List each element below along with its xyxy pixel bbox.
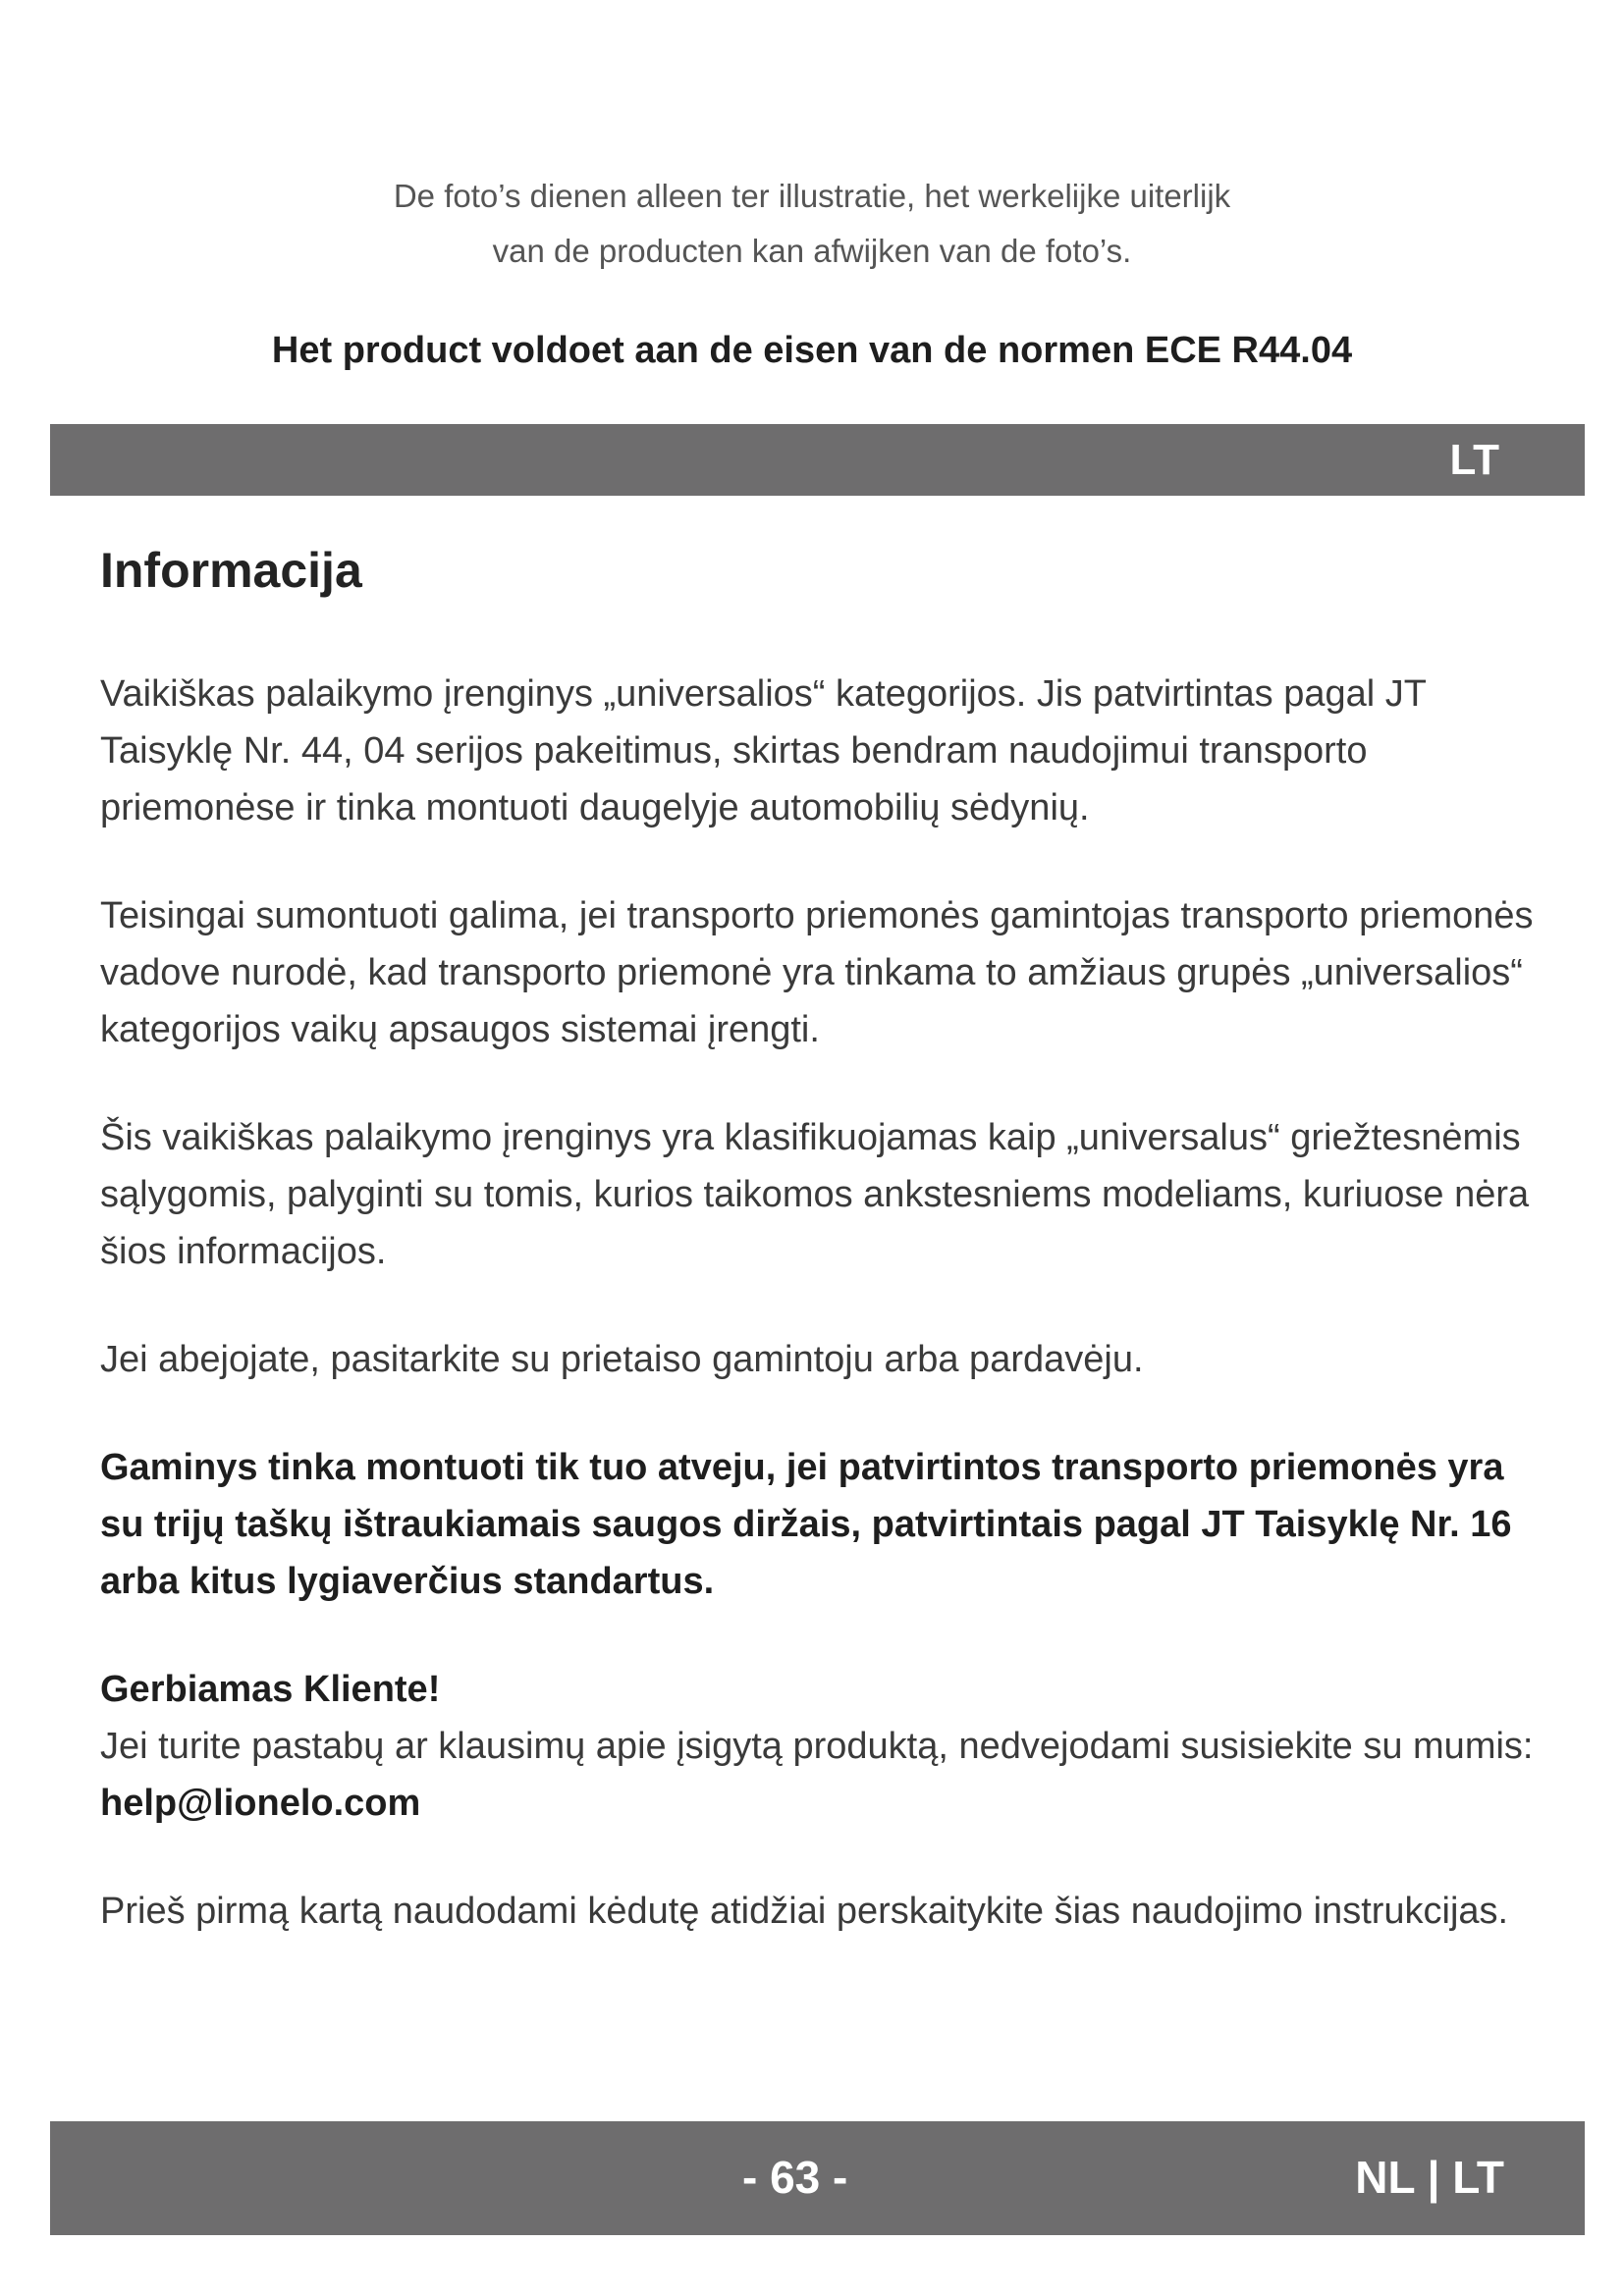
support-email[interactable]: help@lionelo.com xyxy=(100,1783,421,1824)
paragraph-correct-installation: Teisingai sumontuoti galima, jei transporto priemonės gamintojas transporto priemonės vadove nurodė, kad transporto priemonė yra tinkama to amžiaus grupės „universalios“ kategorijos vaikų apsaugos sistemai įrengti. xyxy=(100,895,1534,1050)
contact-message: Jei turite pastabų ar klausimų apie įsigytą produktą, nedvejodami susisiekite su mumis: xyxy=(100,1726,1534,1767)
contact-block xyxy=(100,1661,1543,1832)
footer-languages: NL | LT xyxy=(1355,2152,1504,2203)
page-number: - 63 - xyxy=(742,2152,848,2203)
section-title: Informacija xyxy=(100,543,362,598)
paragraph-doubt: Jei abejojate, pasitarkite su prietaiso gamintoju arba pardavėju. xyxy=(100,1339,1144,1380)
language-code: LT xyxy=(1449,436,1499,484)
paragraph-universal-category: Vaikiškas palaikymo įrenginys „universalios“ kategorijos. Jis patvirtintas pagal JT Taisyklę Nr. 44, 04 serijos pakeitimus, skirtas bendram naudojimui transporto priemonėse ir tinka montuoti daugelyje automobilių sėdynių. xyxy=(100,673,1427,828)
page-footer xyxy=(50,2121,1585,2235)
disclaimer-line-2: van de producten kan afwijken van de foto’s. xyxy=(492,233,1132,269)
paragraph-seatbelt-requirement: Gaminys tinka montuoti tik tuo atveju, jei patvirtintos transporto priemonės yra su trijų taškų ištraukiamais saugos diržais, patvirtintais pagal JT Taisyklę Nr. 16 arba kitus lygiaverčius standartus. xyxy=(100,1447,1512,1602)
paragraph-read-instructions: Prieš pirmą kartą naudodami kėdutę atidžiai perskaitykite šias naudojimo instrukcijas. xyxy=(100,1891,1509,1932)
paragraph-classification: Šis vaikiškas palaikymo įrenginys yra klasifikuojamas kaip „universalus“ griežtesnėmis sąlygomis, palyginti su tomis, kurios taikomos ankstesniems modeliams, kuriuose nėra šios informacijos. xyxy=(100,1117,1530,1272)
photo-disclaimer xyxy=(0,169,1624,279)
language-header-bar xyxy=(50,424,1585,496)
contact-text xyxy=(100,1718,1543,1832)
disclaimer-line-1: De foto’s dienen alleen ter illustratie, het werkelijke uiterlijk xyxy=(393,178,1231,214)
greeting: Gerbiamas Kliente! xyxy=(100,1669,441,1710)
main-content xyxy=(100,530,1543,1940)
compliance-statement: Het product voldoet aan de eisen van de normen ECE R44.04 xyxy=(271,330,1353,371)
